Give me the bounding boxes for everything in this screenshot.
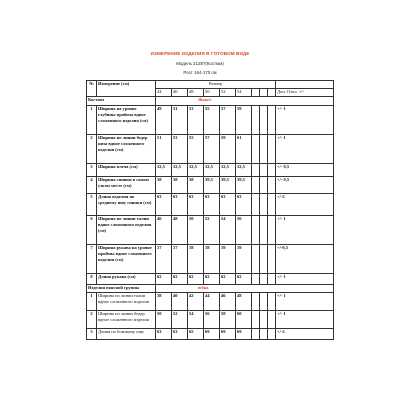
tolerance-cell: +/- 1 (276, 105, 334, 134)
table-row (87, 292, 334, 310)
value-cell: 63 (236, 193, 252, 215)
value-cell: 65 (188, 328, 204, 339)
value-cell: 62 (204, 273, 220, 284)
tolerance-cell: +/- 1 (276, 310, 334, 328)
size-cell: 50 (204, 89, 220, 97)
empty-cell (252, 292, 260, 310)
table-row (87, 105, 334, 134)
header-row (87, 81, 334, 89)
section-item: Жакет (156, 97, 334, 105)
empty-cell (268, 105, 276, 134)
value-cell: 40 (172, 292, 188, 310)
row-description: Ширина по линии бедер низа вдное сложенного изделия (см) (97, 134, 156, 163)
value-cell: 63 (220, 193, 236, 215)
tolerance-cell: +/- 1 (276, 215, 334, 244)
value-cell: 63 (188, 193, 204, 215)
empty-cell (260, 328, 268, 339)
row-number: 2 (87, 134, 97, 163)
value-cell: 56 (204, 310, 220, 328)
model-label: Модель 21287(Костюм) (176, 61, 224, 66)
empty-cell (252, 310, 260, 328)
table-row (87, 328, 334, 339)
value-cell: 46 (156, 215, 172, 244)
value-cell: 49 (156, 105, 172, 134)
value-cell: 54 (188, 310, 204, 328)
value-cell: 42 (188, 292, 204, 310)
tolerance-header: Доп. Откл. +/- (276, 89, 334, 97)
empty-cell (260, 176, 268, 193)
tolerance-cell: +/- 1 (276, 273, 334, 284)
value-cell: 39,5 (236, 176, 252, 193)
empty-cell (268, 292, 276, 310)
value-cell: 69 (236, 328, 252, 339)
value-cell: 51 (156, 134, 172, 163)
row-number: 8 (87, 273, 97, 284)
size-cell: 46 (172, 89, 188, 97)
value-cell: 59 (220, 134, 236, 163)
empty-cell (268, 244, 276, 273)
num-header: № (87, 81, 97, 97)
empty-cell (260, 310, 268, 328)
value-cell: 12,5 (188, 163, 204, 176)
value-cell: 62 (236, 273, 252, 284)
value-cell: 61 (236, 134, 252, 163)
size-cell: 54 (236, 89, 252, 97)
value-cell: 46 (220, 292, 236, 310)
row-number: 5 (87, 193, 97, 215)
section-row (87, 97, 334, 105)
height-label: Рост 164-170 см (183, 70, 217, 75)
row-number: 1 (87, 292, 97, 310)
row-description: Ширина рукава на уровне проймы вдное сложенного изделия (см) (97, 244, 156, 273)
tolerance-cell: +/-2 (276, 328, 334, 339)
table-row (87, 215, 334, 244)
value-cell: 12,5 (220, 163, 236, 176)
section-item: юбка (156, 284, 334, 292)
empty-cell (260, 105, 268, 134)
empty-cell (260, 292, 268, 310)
tolerance-header-blank (276, 81, 334, 89)
value-cell: 53 (172, 134, 188, 163)
table-row (87, 310, 334, 328)
empty-cell (252, 134, 260, 163)
value-cell: 44 (204, 292, 220, 310)
empty-cell (268, 215, 276, 244)
row-description: Ширина на уровне глубины проймы вдное сложенного изделия (см) (97, 105, 156, 134)
value-cell: 62 (172, 273, 188, 284)
value-cell: 63 (156, 328, 172, 339)
empty-cell (260, 193, 268, 215)
size-cell: 52 (220, 89, 236, 97)
value-cell: 63 (204, 193, 220, 215)
value-cell: 17 (156, 244, 172, 273)
row-description: Ширина по линии талии вдное сложенного изделия (97, 292, 156, 310)
empty-cell (268, 163, 276, 176)
empty-cell (252, 89, 260, 97)
value-cell: 12,5 (236, 163, 252, 176)
empty-cell (252, 244, 260, 273)
table-row (87, 273, 334, 284)
value-cell: 63 (172, 193, 188, 215)
value-cell: 55 (188, 134, 204, 163)
row-number: 1 (87, 105, 97, 134)
row-description: Длина по боковому шву (97, 328, 156, 339)
empty-cell (252, 193, 260, 215)
empty-cell (252, 105, 260, 134)
value-cell: 12,5 (204, 163, 220, 176)
value-cell: 18 (188, 244, 204, 273)
empty-cell (260, 244, 268, 273)
empty-cell (260, 134, 268, 163)
row-number: 3 (87, 163, 97, 176)
value-cell: 56 (236, 215, 252, 244)
value-cell: 52 (172, 310, 188, 328)
empty-cell (252, 163, 260, 176)
value-cell: 54 (220, 215, 236, 244)
empty-cell (260, 89, 268, 97)
value-cell: 12,5 (172, 163, 188, 176)
tolerance-cell: +/- 0,5 (276, 176, 334, 193)
value-cell: 59 (236, 105, 252, 134)
value-cell: 63 (172, 328, 188, 339)
measurement-table (86, 80, 334, 340)
row-description: Ширина по линии бедер вдное сложенного изделия (97, 310, 156, 328)
value-cell: 50 (156, 310, 172, 328)
row-description: Ширина плеча (см) (97, 163, 156, 176)
empty-cell (260, 163, 268, 176)
row-description: Ширина по линии талии вдное сложенного изделия (см) (97, 215, 156, 244)
value-cell: 69 (204, 328, 220, 339)
value-cell: 39,5 (204, 176, 220, 193)
value-cell: 17 (172, 244, 188, 273)
value-cell: 19 (220, 244, 236, 273)
value-cell: 51 (172, 105, 188, 134)
value-cell: 57 (220, 105, 236, 134)
page-title: ИЗМЕРЕНИЕ ИЗДЕЛИЯ В ГОТОВОМ ВИДЕ (150, 51, 250, 56)
value-cell: 57 (204, 134, 220, 163)
row-number: 7 (87, 244, 97, 273)
table-row (87, 176, 334, 193)
row-number: 2 (87, 310, 97, 328)
empty-cell (268, 89, 276, 97)
table-row (87, 244, 334, 273)
tolerance-cell: +/-2 (276, 193, 334, 215)
tolerance-cell: +/- 1 (276, 134, 334, 163)
value-cell: 48 (172, 215, 188, 244)
value-cell: 38 (156, 176, 172, 193)
value-cell: 38 (156, 292, 172, 310)
row-number: 4 (87, 176, 97, 193)
value-cell: 58 (220, 310, 236, 328)
empty-cell (260, 273, 268, 284)
value-cell: 18 (204, 244, 220, 273)
value-cell: 53 (188, 105, 204, 134)
empty-cell (268, 134, 276, 163)
section-label: Изделия поясной группы (87, 284, 156, 292)
empty-cell (252, 215, 260, 244)
value-cell: 62 (156, 273, 172, 284)
row-description: Длина изделия по среднему шву спинки (см) (97, 193, 156, 215)
value-cell: 52 (204, 215, 220, 244)
value-cell: 60 (236, 310, 252, 328)
table-row (87, 134, 334, 163)
empty-cell (252, 328, 260, 339)
empty-cell (260, 215, 268, 244)
value-cell: 63 (156, 193, 172, 215)
value-cell: 69 (220, 328, 236, 339)
value-cell: 62 (220, 273, 236, 284)
empty-cell (268, 310, 276, 328)
row-description: Длина рукава (см) (97, 273, 156, 284)
section-label: Костюм (87, 97, 156, 105)
size-header: Размер (156, 81, 276, 89)
row-description: Ширина спинки в самом узком месте (см) (97, 176, 156, 193)
table-row (87, 193, 334, 215)
empty-cell (268, 273, 276, 284)
empty-cell (268, 328, 276, 339)
section-row (87, 284, 334, 292)
value-cell: 50 (188, 215, 204, 244)
value-cell: 38 (172, 176, 188, 193)
row-number: 6 (87, 215, 97, 244)
empty-cell (268, 193, 276, 215)
size-cell: 44 (156, 89, 172, 97)
table-row (87, 163, 334, 176)
value-cell: 55 (204, 105, 220, 134)
empty-cell (268, 176, 276, 193)
empty-cell (252, 176, 260, 193)
value-cell: 19 (236, 244, 252, 273)
value-cell: 12,5 (156, 163, 172, 176)
size-cell: 48 (188, 89, 204, 97)
tolerance-cell: +/-0,5 (276, 244, 334, 273)
value-cell: 39,5 (220, 176, 236, 193)
value-cell: 48 (236, 292, 252, 310)
measure-header: Измерение (см) (97, 81, 156, 97)
tolerance-cell: +/- 1 (276, 292, 334, 310)
row-number: 3 (87, 328, 97, 339)
value-cell: 62 (188, 273, 204, 284)
empty-cell (252, 273, 260, 284)
tolerance-cell: +/- 0,5 (276, 163, 334, 176)
value-cell: 38 (188, 176, 204, 193)
